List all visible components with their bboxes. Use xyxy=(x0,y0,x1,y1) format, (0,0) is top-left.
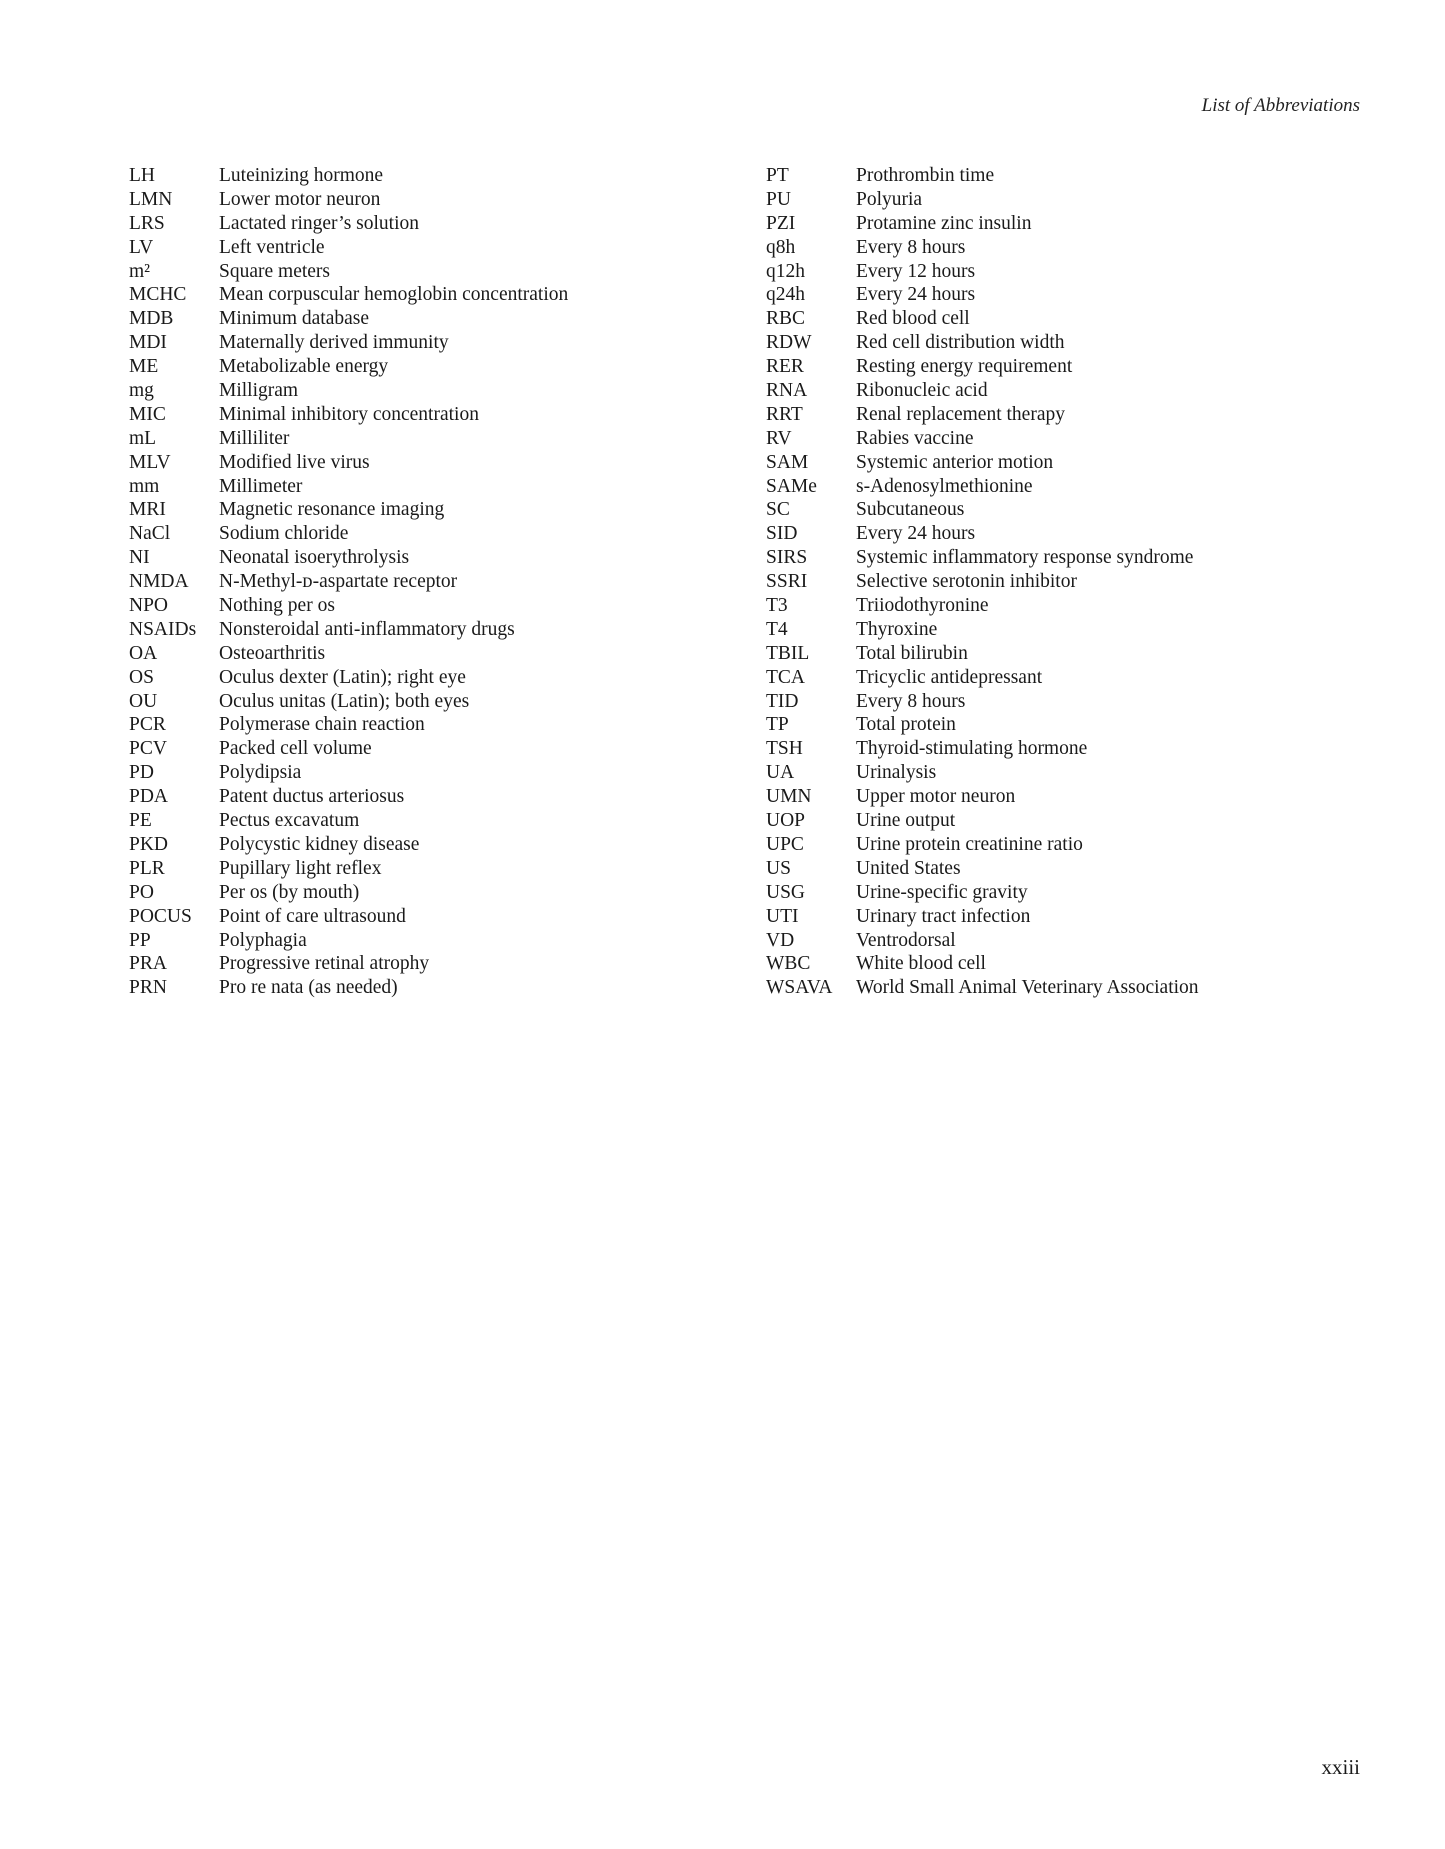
abbreviation-definition: Left ventricle xyxy=(219,236,325,258)
abbreviation-definition: Pectus excavatum xyxy=(219,810,360,832)
abbreviation-entry xyxy=(129,642,749,666)
abbreviation-entry xyxy=(129,737,749,761)
abbreviation-term: ME xyxy=(129,356,159,378)
abbreviation-definition: Maternally derived immunity xyxy=(219,332,449,354)
abbreviation-entry xyxy=(766,881,1386,905)
abbreviation-term: SAMe xyxy=(766,475,817,497)
abbreviation-term: PRA xyxy=(129,953,167,975)
abbreviation-definition: Thyroxine xyxy=(856,618,938,640)
abbreviation-entry xyxy=(766,260,1386,284)
abbreviation-definition: Magnetic resonance imaging xyxy=(219,499,445,521)
abbreviation-term: USG xyxy=(766,881,806,903)
abbreviation-term: q8h xyxy=(766,236,796,258)
abbreviation-definition: Triiodothyronine xyxy=(856,595,989,617)
abbreviation-definition: Minimum database xyxy=(219,308,370,330)
abbreviation-entry xyxy=(766,236,1386,260)
abbreviation-term: UMN xyxy=(766,786,812,808)
abbreviation-definition: Every 8 hours xyxy=(856,690,966,712)
abbreviation-definition: Neonatal isoerythrolysis xyxy=(219,547,410,569)
abbreviation-term: PKD xyxy=(129,833,169,855)
abbreviation-entry xyxy=(766,833,1386,857)
abbreviation-entry xyxy=(129,666,749,690)
abbreviation-term: PU xyxy=(766,188,791,210)
abbreviation-term: m² xyxy=(129,260,151,282)
abbreviation-definition: Modified live virus xyxy=(219,451,370,473)
abbreviation-entry xyxy=(766,164,1386,188)
abbreviation-definition: Rabies vaccine xyxy=(856,427,974,449)
abbreviation-definition: Polymerase chain reaction xyxy=(219,714,425,736)
abbreviation-term: T4 xyxy=(766,618,788,640)
abbreviation-entry xyxy=(129,164,749,188)
abbreviation-definition: Polyphagia xyxy=(219,929,307,951)
abbreviation-definition: Selective serotonin inhibitor xyxy=(856,571,1077,593)
abbreviation-entry xyxy=(766,976,1386,1000)
abbreviation-term: NSAIDs xyxy=(129,618,197,640)
abbreviation-definition: Pro re nata (as needed) xyxy=(219,977,398,999)
abbreviation-entry xyxy=(129,570,749,594)
abbreviation-term: RRT xyxy=(766,403,803,425)
abbreviation-term: mg xyxy=(129,380,154,402)
abbreviation-term: RNA xyxy=(766,380,808,402)
abbreviation-definition: Patent ductus arteriosus xyxy=(219,786,405,808)
abbreviation-definition: Red cell distribution width xyxy=(856,332,1065,354)
abbreviation-definition: United States xyxy=(856,857,961,879)
abbreviation-definition: Systemic inflammatory response syndrome xyxy=(856,547,1194,569)
abbreviation-term: UPC xyxy=(766,833,804,855)
abbreviation-definition: Every 24 hours xyxy=(856,523,976,545)
abbreviation-entry xyxy=(766,307,1386,331)
abbreviation-term: VD xyxy=(766,929,795,951)
abbreviation-definition: Subcutaneous xyxy=(856,499,965,521)
abbreviation-entry xyxy=(766,642,1386,666)
abbreviation-term: OA xyxy=(129,642,158,664)
abbreviation-entry xyxy=(766,427,1386,451)
abbreviation-term: T3 xyxy=(766,595,788,617)
abbreviation-term: SSRI xyxy=(766,571,808,593)
abbreviation-entry xyxy=(129,594,749,618)
abbreviation-entry xyxy=(129,618,749,642)
abbreviation-entry xyxy=(766,713,1386,737)
abbreviation-entry xyxy=(129,212,749,236)
abbreviation-definition: Red blood cell xyxy=(856,308,970,330)
abbreviation-definition: Polydipsia xyxy=(219,762,302,784)
abbreviation-term: PCV xyxy=(129,738,167,760)
abbreviation-entry xyxy=(766,283,1386,307)
abbreviation-definition: Lactated ringer’s solution xyxy=(219,212,419,234)
abbreviation-definition: Progressive retinal atrophy xyxy=(219,953,430,975)
abbreviation-term: OU xyxy=(129,690,158,712)
abbreviation-term: q24h xyxy=(766,284,805,306)
abbreviation-definition: Millimeter xyxy=(219,475,303,497)
abbreviation-definition: Every 8 hours xyxy=(856,236,966,258)
abbreviation-definition: World Small Animal Veterinary Association xyxy=(856,977,1199,999)
abbreviation-term: UTI xyxy=(766,905,799,927)
abbreviation-term: NaCl xyxy=(129,523,171,545)
abbreviation-entry xyxy=(129,857,749,881)
abbreviation-entry xyxy=(129,451,749,475)
abbreviation-definition: Milliliter xyxy=(219,427,290,449)
abbreviation-entry xyxy=(129,522,749,546)
abbreviation-entry xyxy=(129,427,749,451)
abbreviation-definition: Every 24 hours xyxy=(856,284,976,306)
abbreviation-term: MCHC xyxy=(129,284,187,306)
abbreviation-definition: Thyroid-stimulating hormone xyxy=(856,738,1088,760)
abbreviation-definition: Ventrodorsal xyxy=(856,929,956,951)
abbreviation-entry xyxy=(766,761,1386,785)
abbreviation-entry xyxy=(129,905,749,929)
abbreviation-definition: Per os (by mouth) xyxy=(219,881,360,903)
abbreviation-term: PLR xyxy=(129,857,165,879)
abbreviation-term: MIC xyxy=(129,403,166,425)
abbreviation-definition: Polycystic kidney disease xyxy=(219,833,420,855)
abbreviation-definition: Renal replacement therapy xyxy=(856,403,1065,425)
abbreviation-term: LRS xyxy=(129,212,165,234)
abbreviation-definition: Metabolizable energy xyxy=(219,356,389,378)
abbreviation-term: PZI xyxy=(766,212,796,234)
abbreviation-term: LV xyxy=(129,236,154,258)
abbreviation-entry xyxy=(766,355,1386,379)
abbreviation-term: SC xyxy=(766,499,790,521)
abbreviation-term: q12h xyxy=(766,260,805,282)
abbreviation-entry xyxy=(766,546,1386,570)
abbreviation-definition: Urinary tract infection xyxy=(856,905,1031,927)
abbreviation-definition: Protamine zinc insulin xyxy=(856,212,1032,234)
abbreviation-entry xyxy=(766,618,1386,642)
abbreviation-definition: Total bilirubin xyxy=(856,642,968,664)
abbreviation-term: PP xyxy=(129,929,151,951)
abbreviation-entry xyxy=(766,737,1386,761)
abbreviation-definition: Resting energy requirement xyxy=(856,356,1073,378)
abbreviation-entry xyxy=(129,498,749,522)
abbreviation-definition: Urine output xyxy=(856,810,956,832)
abbreviations-left-column xyxy=(129,164,749,1000)
abbreviation-term: NPO xyxy=(129,595,169,617)
abbreviation-term: PT xyxy=(766,165,789,186)
abbreviations-right-column xyxy=(766,164,1386,1000)
abbreviation-entry xyxy=(766,212,1386,236)
abbreviation-term: PDA xyxy=(129,786,169,808)
abbreviation-entry xyxy=(129,188,749,212)
abbreviation-definition: Minimal inhibitory concentration xyxy=(219,403,479,425)
abbreviation-definition: Ribonucleic acid xyxy=(856,380,988,402)
abbreviation-term: TBIL xyxy=(766,642,810,664)
abbreviation-term: SAM xyxy=(766,451,809,473)
abbreviation-term: PE xyxy=(129,810,152,832)
running-head: List of Abbreviations xyxy=(1201,95,1360,116)
abbreviation-term: RDW xyxy=(766,332,812,354)
abbreviation-entry xyxy=(129,976,749,1000)
abbreviation-entry xyxy=(766,809,1386,833)
page-number: xxiii xyxy=(1321,1755,1360,1779)
abbreviation-term: PRN xyxy=(129,977,167,999)
abbreviation-entry xyxy=(766,905,1386,929)
abbreviation-term: TP xyxy=(766,714,789,736)
abbreviation-entry xyxy=(129,881,749,905)
abbreviation-term: SID xyxy=(766,523,798,545)
abbreviation-definition: Total protein xyxy=(856,714,956,736)
abbreviation-entry xyxy=(129,331,749,355)
abbreviation-definition: Square meters xyxy=(219,260,331,282)
abbreviation-definition: Prothrombin time xyxy=(856,165,995,186)
abbreviation-term: mL xyxy=(129,427,157,449)
abbreviation-term: RBC xyxy=(766,308,806,330)
abbreviation-term: POCUS xyxy=(129,905,192,927)
abbreviation-definition: White blood cell xyxy=(856,953,986,975)
abbreviation-term: TSH xyxy=(766,738,803,760)
abbreviation-definition: Pupillary light reflex xyxy=(219,857,382,879)
abbreviation-term: NI xyxy=(129,547,150,569)
abbreviation-definition: s-Adenosylmethionine xyxy=(856,475,1033,497)
abbreviation-definition: Oculus dexter (Latin); right eye xyxy=(219,666,466,688)
abbreviation-definition: Upper motor neuron xyxy=(856,786,1016,808)
abbreviation-entry xyxy=(129,403,749,427)
abbreviation-entry xyxy=(129,236,749,260)
abbreviation-term: SIRS xyxy=(766,547,808,569)
abbreviation-entry xyxy=(129,283,749,307)
abbreviation-definition: Milligram xyxy=(219,380,299,402)
abbreviation-entry xyxy=(766,785,1386,809)
abbreviation-term: MLV xyxy=(129,451,171,473)
abbreviation-entry xyxy=(766,331,1386,355)
abbreviation-entry xyxy=(129,355,749,379)
abbreviation-term: RV xyxy=(766,427,792,449)
abbreviation-entry xyxy=(129,260,749,284)
abbreviation-term: PD xyxy=(129,762,154,784)
abbreviation-entry xyxy=(129,690,749,714)
abbreviation-entry xyxy=(129,379,749,403)
abbreviation-entry xyxy=(766,498,1386,522)
abbreviation-definition: Sodium chloride xyxy=(219,523,349,545)
abbreviation-definition: Lower motor neuron xyxy=(219,188,381,210)
abbreviation-definition: Polyuria xyxy=(856,188,923,210)
abbreviation-entry xyxy=(766,929,1386,953)
abbreviation-entry xyxy=(766,952,1386,976)
abbreviation-definition: Urinalysis xyxy=(856,762,937,784)
abbreviation-term: mm xyxy=(129,475,160,497)
abbreviation-term: WSAVA xyxy=(766,977,833,999)
abbreviation-entry xyxy=(129,475,749,499)
abbreviation-definition: Luteinizing hormone xyxy=(219,165,384,186)
abbreviation-definition: Tricyclic antidepressant xyxy=(856,666,1043,688)
abbreviation-entry xyxy=(766,690,1386,714)
abbreviation-entry xyxy=(766,570,1386,594)
abbreviation-term: RER xyxy=(766,356,804,378)
abbreviation-entry xyxy=(766,475,1386,499)
abbreviation-term: LH xyxy=(129,165,155,186)
abbreviation-entry xyxy=(766,666,1386,690)
abbreviation-term: NMDA xyxy=(129,571,189,593)
abbreviation-definition: Packed cell volume xyxy=(219,738,372,760)
abbreviation-term: US xyxy=(766,857,791,879)
abbreviation-definition: Nonsteroidal anti-inflammatory drugs xyxy=(219,618,515,640)
abbreviation-definition: Systemic anterior motion xyxy=(856,451,1054,473)
abbreviation-definition: Osteoarthritis xyxy=(219,642,326,664)
abbreviation-definition: Point of care ultrasound xyxy=(219,905,406,927)
abbreviation-entry xyxy=(129,307,749,331)
abbreviation-entry xyxy=(129,713,749,737)
abbreviation-entry xyxy=(129,761,749,785)
abbreviation-entry xyxy=(766,379,1386,403)
abbreviation-entry xyxy=(129,952,749,976)
abbreviation-term: MRI xyxy=(129,499,166,521)
abbreviation-definition: Every 12 hours xyxy=(856,260,976,282)
abbreviation-term: TCA xyxy=(766,666,805,688)
abbreviation-term: UA xyxy=(766,762,795,784)
abbreviation-definition: Nothing per os xyxy=(219,595,335,617)
abbreviation-entry xyxy=(766,451,1386,475)
abbreviation-term: TID xyxy=(766,690,799,712)
abbreviation-definition: Urine-specific gravity xyxy=(856,881,1028,903)
abbreviation-term: UOP xyxy=(766,810,806,832)
abbreviation-entry xyxy=(129,546,749,570)
abbreviation-term: MDB xyxy=(129,308,174,330)
abbreviation-entry xyxy=(766,522,1386,546)
abbreviation-term: PO xyxy=(129,881,154,903)
abbreviation-term: OS xyxy=(129,666,154,688)
abbreviation-entry xyxy=(129,833,749,857)
abbreviation-entry xyxy=(129,929,749,953)
abbreviation-definition: Oculus unitas (Latin); both eyes xyxy=(219,690,470,712)
abbreviation-term: WBC xyxy=(766,953,811,975)
abbreviation-definition: N-Methyl-ᴅ-aspartate receptor xyxy=(219,571,458,593)
abbreviation-definition: Urine protein creatinine ratio xyxy=(856,833,1083,855)
abbreviation-entry xyxy=(129,809,749,833)
abbreviation-entry xyxy=(766,857,1386,881)
abbreviation-term: PCR xyxy=(129,714,166,736)
abbreviation-entry xyxy=(766,188,1386,212)
abbreviation-term: LMN xyxy=(129,188,173,210)
abbreviation-definition: Mean corpuscular hemoglobin concentration xyxy=(219,284,569,306)
abbreviation-entry xyxy=(766,403,1386,427)
abbreviation-entry xyxy=(766,594,1386,618)
abbreviation-entry xyxy=(129,785,749,809)
abbreviation-term: MDI xyxy=(129,332,167,354)
